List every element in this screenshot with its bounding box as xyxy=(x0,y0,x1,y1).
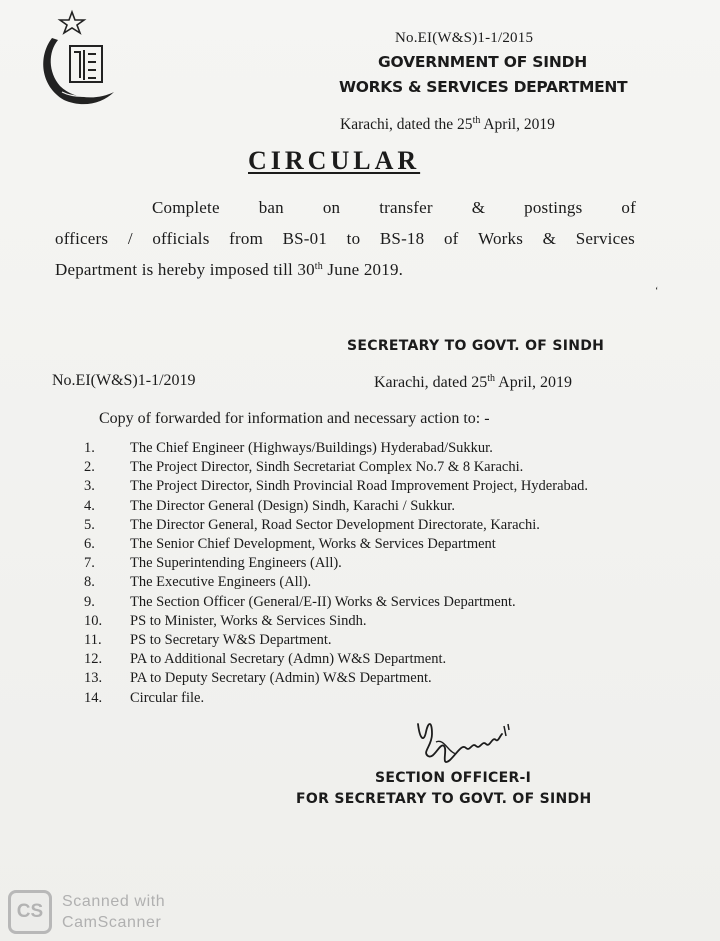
list-item: 8. The Executive Engineers (All). xyxy=(84,574,312,591)
government-seal-logo xyxy=(30,8,132,110)
reference-number: No.EI(W&S)1-1/2015 xyxy=(395,30,534,46)
scan-mark: ‘ xyxy=(655,286,659,297)
list-item: 6. The Senior Chief Development, Works & Services Department xyxy=(84,536,496,553)
government-name: GOVERNMENT OF SINDH xyxy=(378,53,588,71)
list-item: 11. PS to Secretary W&S Department. xyxy=(84,632,332,649)
endorsement-reference: No.EI(W&S)1-1/2019 xyxy=(52,372,196,389)
list-item: 4. The Director General (Design) Sindh, Karachi / Sukkur. xyxy=(84,497,455,514)
list-item: 10. PS to Minister, Works & Services Sindh. xyxy=(84,612,367,629)
copy-forwarded-line: Copy of forwarded for information and necessary action to: - xyxy=(99,410,490,427)
list-item: 13. PA to Deputy Secretary (Admin) W&S Department. xyxy=(84,670,432,687)
endorsement-date: Karachi, dated 25th April, 2019 xyxy=(374,373,572,391)
list-item: 14. Circular file. xyxy=(84,689,205,706)
camscanner-logo-icon: CS xyxy=(8,890,52,934)
section-officer-designation: SECTION OFFICER-I xyxy=(375,770,532,786)
document-title: CIRCULAR xyxy=(248,146,421,175)
watermark-line-1: Scanned with xyxy=(62,893,166,910)
list-item: 12. PA to Additional Secretary (Admn) W&S Department. xyxy=(84,651,447,668)
watermark-line-2: CamScanner xyxy=(62,914,162,931)
list-item: 9. The Section Officer (General/E-II) Works & Services Department. xyxy=(84,593,516,610)
list-item: 1. The Chief Engineer (Highways/Buildings) Hyderabad/Sukkur. xyxy=(84,440,493,456)
list-item: 5. The Director General, Road Sector Development Directorate, Karachi. xyxy=(84,516,540,533)
signatory-heading: SECRETARY TO GOVT. OF SINDH xyxy=(347,338,605,354)
on-behalf-line: FOR SECRETARY TO GOVT. OF SINDH xyxy=(296,791,592,807)
distribution-list xyxy=(84,439,588,708)
list-item: 7. The Superintending Engineers (All). xyxy=(84,555,342,572)
body-line-1: Complete ban on transfer & postings of xyxy=(152,198,636,217)
department-name: WORKS & SERVICES DEPARTMENT xyxy=(339,78,628,96)
list-item: 2. The Project Director, Sindh Secretariat Complex No.7 & 8 Karachi. xyxy=(84,459,524,476)
handwritten-signature xyxy=(410,712,522,776)
body-line-3: Department is hereby imposed till 30th June 2019. xyxy=(55,260,404,279)
body-line-2: officers / officials from BS-01 to BS-18 of Works & Services xyxy=(55,229,635,248)
scanner-watermark xyxy=(62,891,165,933)
issue-date: Karachi, dated the 25th April, 2019 xyxy=(340,115,555,133)
list-item: 3. The Project Director, Sindh Provincial Road Improvement Project, Hyderabad. xyxy=(84,478,589,495)
